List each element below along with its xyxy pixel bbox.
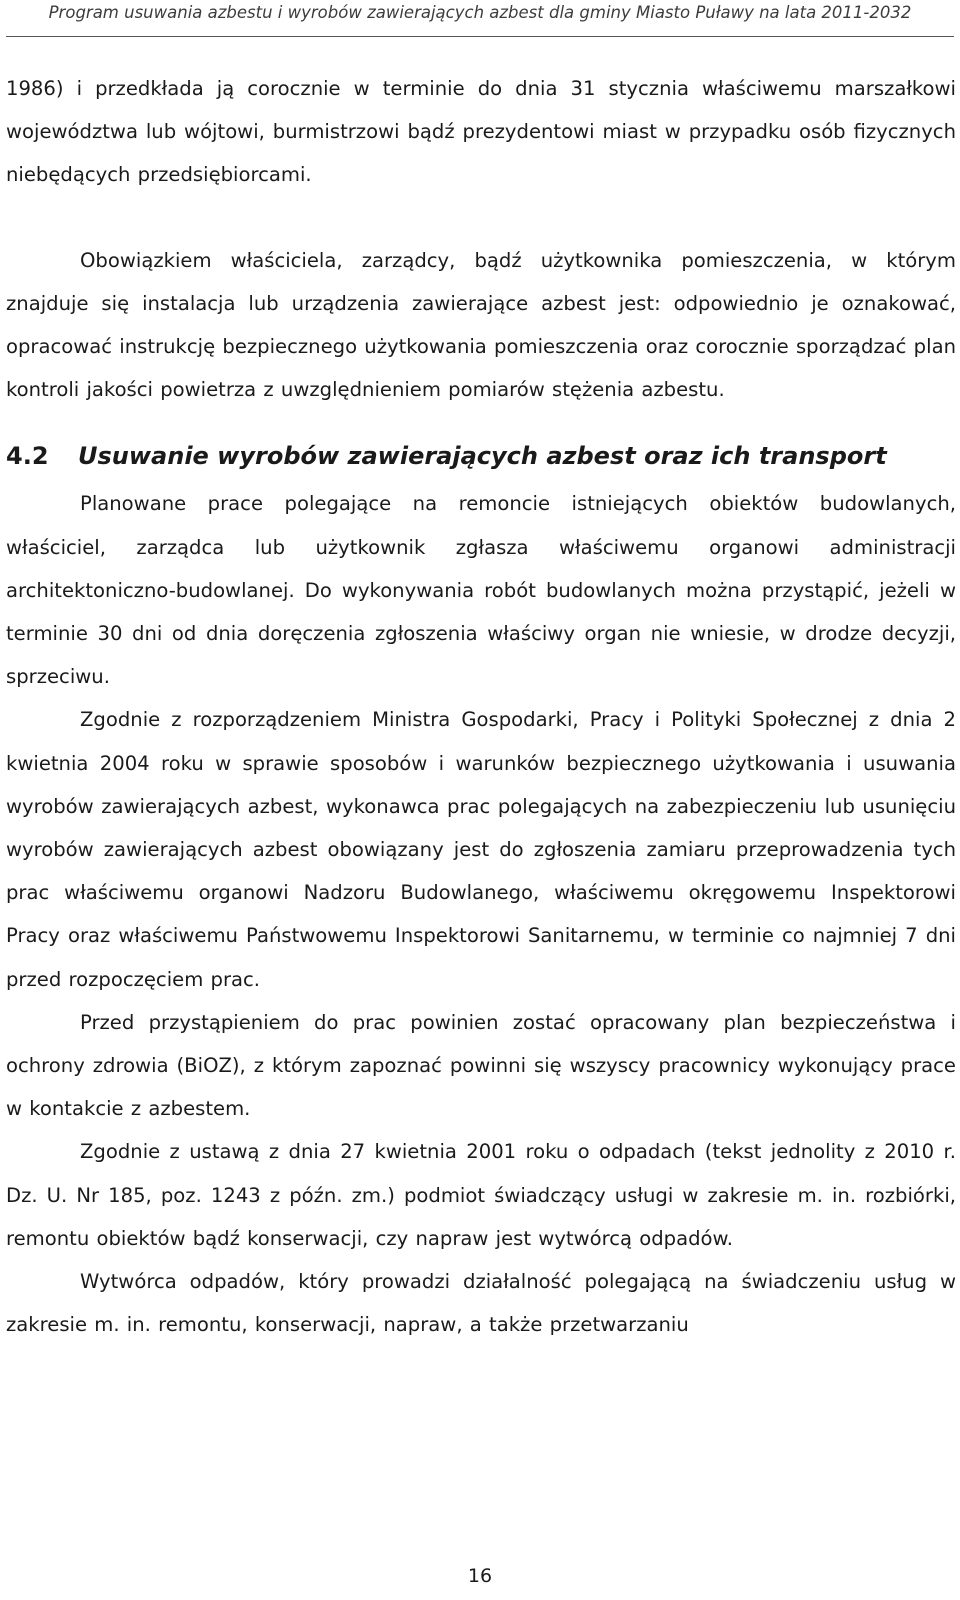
paragraph-waste-producer: Wytwórca odpadów, który prowadzi działalność polegającą na świadczeniu usług w zakresie m. in. remontu, konserwacji, napraw, a także przetwarzaniu: [6, 1270, 956, 1337]
page-number: 16: [467, 1565, 493, 1587]
paragraph-bioz-plan: Przed przystąpieniem do prac powinien zostać opracowany plan bezpieczeństwa i ochrony zdrowia (BiOZ), z którym zapoznać powinni się wszyscy pracownicy wykonujący prace w kontakcie z azbestem.: [6, 1010, 956, 1121]
paragraph-owner-obligations: Obowiązkiem właściciela, zarządcy, bądź użytkownika pomieszczenia, w którym znajduje się instalacja lub urządzenia zawierające azbest jest: odpowiednio je oznakować, opracować instrukcję bezpiecznego użytkowania pomieszczenia oraz corocznie sporządzać plan kontroli jakości powietrza z uwzględnieniem pomiarów stężenia azbestu.: [6, 248, 956, 402]
paragraph-regulation: Zgodnie z rozporządzeniem Ministra Gospodarki, Pracy i Polityki Społecznej z dnia 2 kwietnia 2004 roku w sprawie sposobów i warunków bezpiecznego użytkowania i usuwania wyrobów zawierających azbest, wykonawca prac polegających na zabezpieczeniu lub usunięciu wyrobów zawierających azbest obowiązany jest do zgłoszenia zamiaru przeprowadzenia tych prac właściwemu organowi Nadzoru Budowlanego, właściwemu okręgowemu Inspektorowi Pracy oraz właściwemu Państwowemu Inspektorowi Sanitarnemu, w terminie co najmniej 7 dni przed rozpoczęciem prac.: [6, 708, 956, 991]
paragraph-continuation: 1986) i przedkłada ją corocznie w terminie do dnia 31 stycznia właściwemu marszałkowi województwa lub wójtowi, burmistrzowi bądź prezydentowi miast w przypadku osób fizycznych niebędących przedsiębiorcami.: [6, 77, 956, 187]
section-number: 4.2: [6, 442, 49, 471]
page-body: [6, 67, 956, 1346]
header-divider: [6, 36, 954, 37]
paragraph-planned-works: Planowane prace polegające na remoncie istniejących obiektów budowlanych, właściciel, zarządca lub użytkownik zgłasza właściwemu organowi administracji architektoniczno-budowlanej. Do wykonywania robót budowlanych można przystąpić, jeżeli w terminie 30 dni od dnia doręczenia zgłoszenia właściwy organ nie wniesie, w drodze decyzji, sprzeciwu.: [6, 492, 956, 689]
running-header: Program usuwania azbestu i wyrobów zawierających azbest dla gminy Miasto Puławy na lata 2011-2032: [48, 3, 912, 22]
section-heading: [6, 436, 956, 476]
paragraph-waste-act: Zgodnie z ustawą z dnia 27 kwietnia 2001 roku o odpadach (tekst jednolity z 2010 r. Dz. U. Nr 185, poz. 1243 z późn. zm.) podmiot świadczący usługi w zakresie m. in. rozbiórki, remontu obiektów bądź konserwacji, czy napraw jest wytwórcą odpadów.: [6, 1140, 956, 1250]
section-title: Usuwanie wyrobów zawierających azbest oraz ich transport: [78, 442, 887, 471]
